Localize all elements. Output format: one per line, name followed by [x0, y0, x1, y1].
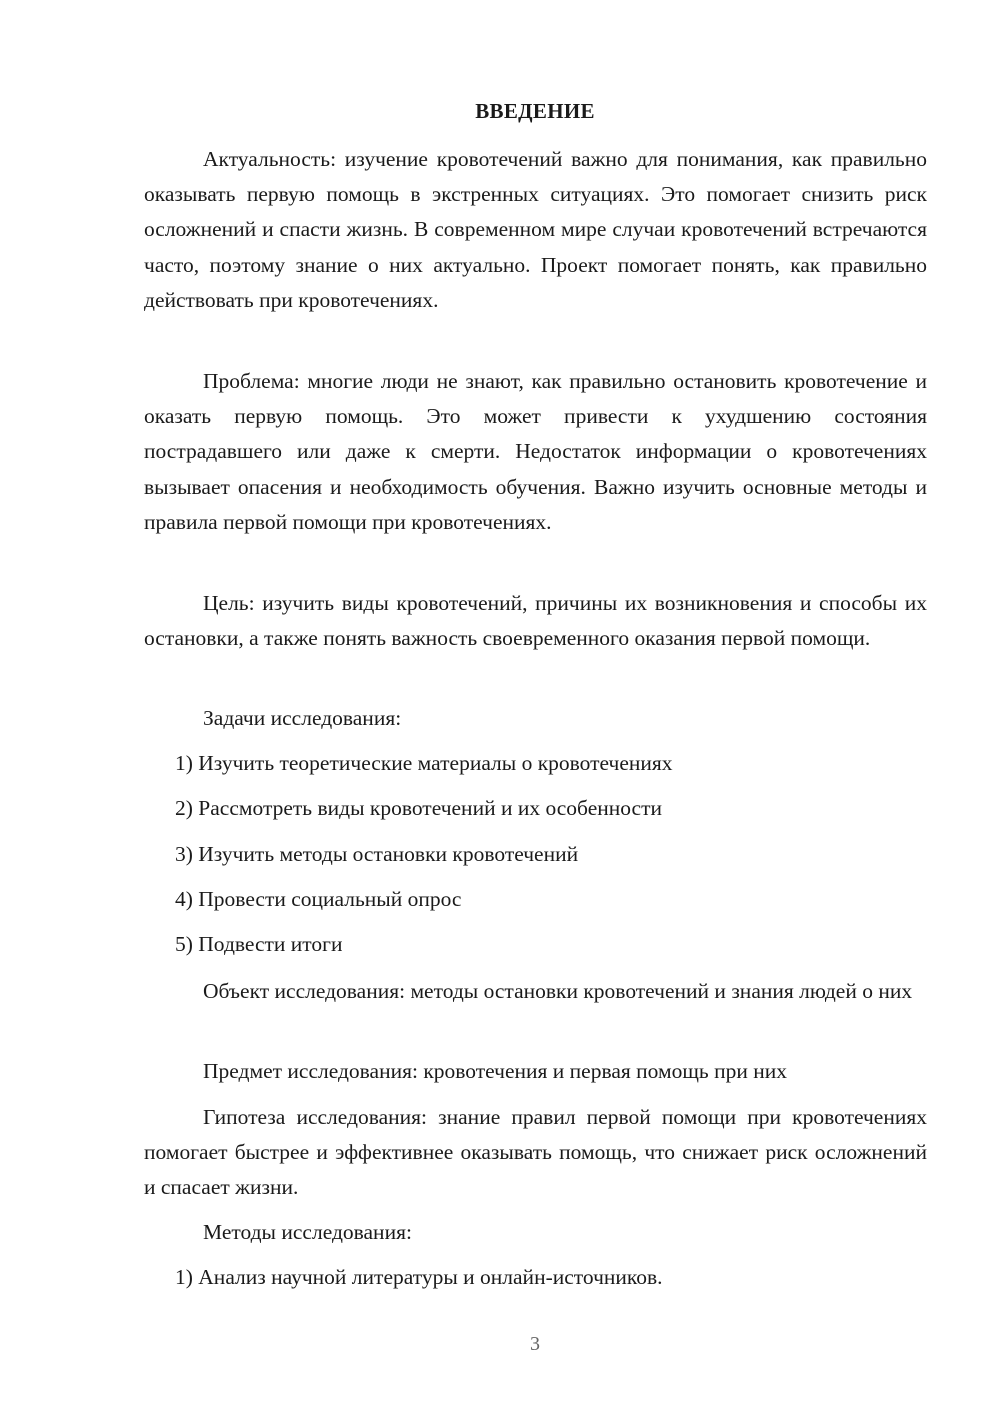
task-item: 4) Провести социальный опрос — [175, 887, 462, 911]
subject-paragraph: Предмет исследования: кровотечения и первая помощь при них — [203, 1059, 787, 1083]
section-heading: ВВЕДЕНИЕ — [475, 99, 595, 123]
goal-paragraph: Цель: изучить виды кровотечений, причины их возникновения и способы их остановки, а также понять важность своевременного оказания первой помощи. — [144, 591, 927, 651]
method-item: 1) Анализ научной литературы и онлайн-источников. — [175, 1265, 663, 1289]
relevance-paragraph: Актуальность: изучение кровотечений важно для понимания, как правильно оказывать первую помощь в экстренных ситуациях. Это помогает снизить риск осложнений и спасти жизнь. В современном мире случаи кровотечений встречаются часто, поэтому знание о них актуально. Проект помогает понять, как правильно действовать при кровотечениях. — [144, 147, 927, 312]
problem-paragraph: Проблема: многие люди не знают, как правильно остановить кровотечение и оказать первую помощь. Это может привести к ухудшению состояния пострадавшего или даже к смерти. Недостаток информации о кровотечениях вызывает опасения и необходимость обучения. Важно изучить основные методы и правила первой помощи при кровотечениях. — [144, 369, 927, 534]
object-paragraph: Объект исследования: методы остановки кровотечений и знания людей о них — [203, 979, 913, 1003]
tasks-title: Задачи исследования: — [203, 706, 402, 730]
hypothesis-paragraph: Гипотеза исследования: знание правил первой помощи при кровотечениях помогает быстрее и эффективнее оказывать помощь, что снижает риск осложнений и спасает жизни. — [144, 1105, 927, 1200]
task-item: 3) Изучить методы остановки кровотечений — [175, 842, 579, 866]
task-item: 5) Подвести итоги — [175, 932, 343, 956]
task-item: 1) Изучить теоретические материалы о кровотечениях — [175, 751, 673, 775]
task-item: 2) Рассмотреть виды кровотечений и их особенности — [175, 796, 662, 820]
page-number: 3 — [530, 1333, 540, 1355]
methods-title: Методы исследования: — [203, 1220, 412, 1244]
